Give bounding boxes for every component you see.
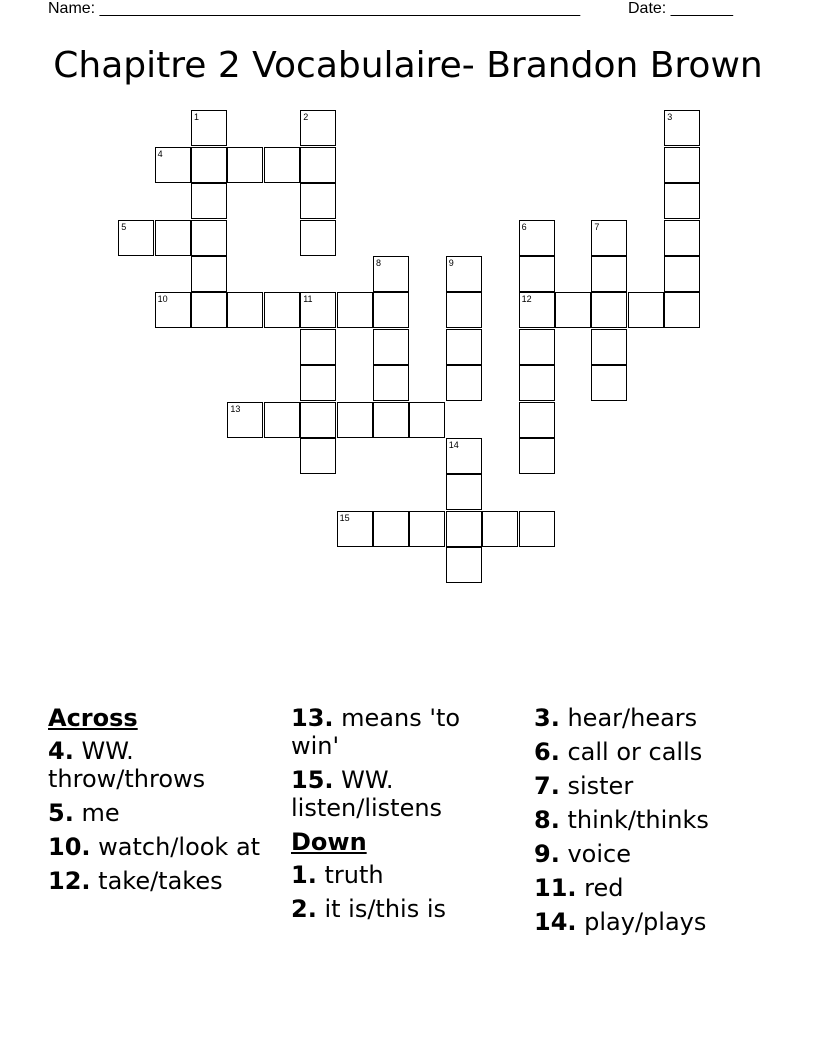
crossword-cell[interactable] — [591, 365, 627, 401]
clue-number: 12 — [521, 294, 532, 305]
clue-number: 8 — [376, 258, 382, 268]
crossword-cell[interactable] — [300, 110, 336, 146]
clue-down-11: 11. red — [534, 874, 624, 902]
crossword-cell[interactable] — [300, 365, 336, 401]
crossword-cell[interactable] — [555, 292, 591, 328]
clue-down-6: 6. call or calls — [534, 738, 703, 766]
page-title: Chapitre 2 Vocabulaire- Brandon Brown — [53, 45, 763, 86]
crossword-cell[interactable] — [409, 511, 445, 547]
crossword-cell[interactable] — [300, 292, 336, 328]
across-heading: Across — [48, 704, 138, 732]
crossword-cell[interactable] — [664, 183, 700, 219]
clue-across-15: 15. WW. listen/listens — [291, 766, 443, 822]
clue-number: 1 — [194, 112, 200, 123]
clue-across-5: 5. me — [48, 799, 120, 827]
crossword-cell[interactable] — [300, 402, 336, 438]
name-field-label: Name: ______________________________________________________ — [48, 0, 581, 17]
crossword-cell[interactable] — [191, 147, 227, 183]
crossword-cell[interactable] — [227, 147, 263, 183]
clue-number: 7 — [594, 221, 600, 232]
crossword-cell[interactable] — [155, 147, 191, 183]
crossword-cell[interactable] — [373, 329, 409, 365]
crossword-cell[interactable] — [227, 292, 263, 328]
crossword-cell[interactable] — [446, 292, 482, 328]
date-field-label: Date: _______ — [628, 0, 733, 17]
crossword-cell[interactable] — [264, 147, 300, 183]
clue-down-1: 1. truth — [291, 861, 384, 889]
crossword-cell[interactable] — [591, 220, 627, 256]
clue-down-3: 3. hear/hears — [534, 704, 698, 732]
crossword-cell[interactable] — [191, 183, 227, 219]
crossword-cell[interactable] — [337, 292, 373, 328]
clue-number: 2 — [303, 112, 309, 123]
crossword-cell[interactable] — [373, 511, 409, 547]
clue-number: 11 — [303, 294, 313, 305]
crossword-cell[interactable] — [264, 292, 300, 328]
down-heading: Down — [291, 828, 367, 856]
clue-across-4: 4. WW. throw/throws — [48, 737, 206, 793]
crossword-cell[interactable] — [191, 220, 227, 256]
crossword-cell[interactable] — [591, 292, 627, 328]
crossword-cell[interactable] — [337, 511, 373, 547]
crossword-cell[interactable] — [191, 110, 227, 146]
clue-number: 6 — [521, 221, 527, 232]
crossword-cell[interactable] — [227, 402, 263, 438]
crossword-cell[interactable] — [373, 256, 409, 292]
clue-across-10: 10. watch/look at — [48, 833, 261, 861]
clue-down-2: 2. it is/this is — [291, 895, 447, 923]
crossword-cell[interactable] — [519, 256, 555, 292]
crossword-cell[interactable] — [664, 110, 700, 146]
crossword-cell[interactable] — [519, 402, 555, 438]
crossword-cell[interactable] — [191, 256, 227, 292]
crossword-cell[interactable] — [519, 511, 555, 547]
clue-number: 10 — [157, 294, 168, 305]
crossword-cell[interactable] — [664, 147, 700, 183]
crossword-cell[interactable] — [519, 365, 555, 401]
crossword-cell[interactable] — [519, 220, 555, 256]
clue-across-12: 12. take/takes — [48, 867, 223, 895]
crossword-cell[interactable] — [373, 365, 409, 401]
clue-number: 9 — [448, 258, 454, 268]
clue-column-3 — [534, 704, 774, 942]
crossword-cell[interactable] — [155, 292, 191, 328]
clue-number: 13 — [230, 403, 241, 414]
crossword-cell[interactable] — [155, 220, 191, 256]
crossword-cell[interactable] — [446, 474, 482, 510]
crossword-cell[interactable] — [373, 292, 409, 328]
crossword-cell[interactable] — [300, 147, 336, 183]
clue-number: 4 — [157, 148, 163, 159]
crossword-cell[interactable] — [191, 292, 227, 328]
clue-across-13: 13. means 'to win' — [291, 704, 461, 760]
clue-down-8: 8. think/thinks — [534, 806, 709, 834]
crossword-cell[interactable] — [264, 402, 300, 438]
crossword-cell[interactable] — [446, 511, 482, 547]
clue-down-14: 14. play/plays — [534, 908, 707, 936]
crossword-cell[interactable] — [519, 438, 555, 474]
crossword-cell[interactable] — [519, 292, 555, 328]
crossword-cell[interactable] — [446, 329, 482, 365]
crossword-cell[interactable] — [446, 547, 482, 583]
crossword-cell[interactable] — [446, 438, 482, 474]
crossword-cell[interactable] — [446, 365, 482, 401]
crossword-cell[interactable] — [409, 402, 445, 438]
crossword-cell[interactable] — [300, 183, 336, 219]
clue-down-9: 9. voice — [534, 840, 631, 868]
crossword-cell[interactable] — [519, 329, 555, 365]
crossword-cell[interactable] — [300, 329, 336, 365]
crossword-cell[interactable] — [628, 292, 664, 328]
crossword-cell[interactable] — [591, 329, 627, 365]
clue-number: 15 — [339, 512, 350, 523]
clue-down-7: 7. sister — [534, 772, 634, 800]
crossword-cell[interactable] — [300, 438, 336, 474]
clue-number: 5 — [121, 221, 127, 232]
crossword-cell[interactable] — [591, 256, 627, 292]
crossword-cell[interactable] — [446, 256, 482, 292]
clue-number: 3 — [667, 112, 673, 123]
clue-column-1 — [48, 704, 268, 901]
crossword-cell[interactable] — [300, 220, 336, 256]
crossword-cell[interactable] — [664, 292, 700, 328]
crossword-cell[interactable] — [664, 220, 700, 256]
crossword-cell[interactable] — [118, 220, 154, 256]
crossword-cell[interactable] — [482, 511, 518, 547]
clue-column-2 — [291, 704, 511, 929]
crossword-cell[interactable] — [337, 402, 373, 438]
clue-number: 14 — [448, 440, 459, 450]
crossword-cell[interactable] — [664, 256, 700, 292]
crossword-cell[interactable] — [373, 402, 409, 438]
